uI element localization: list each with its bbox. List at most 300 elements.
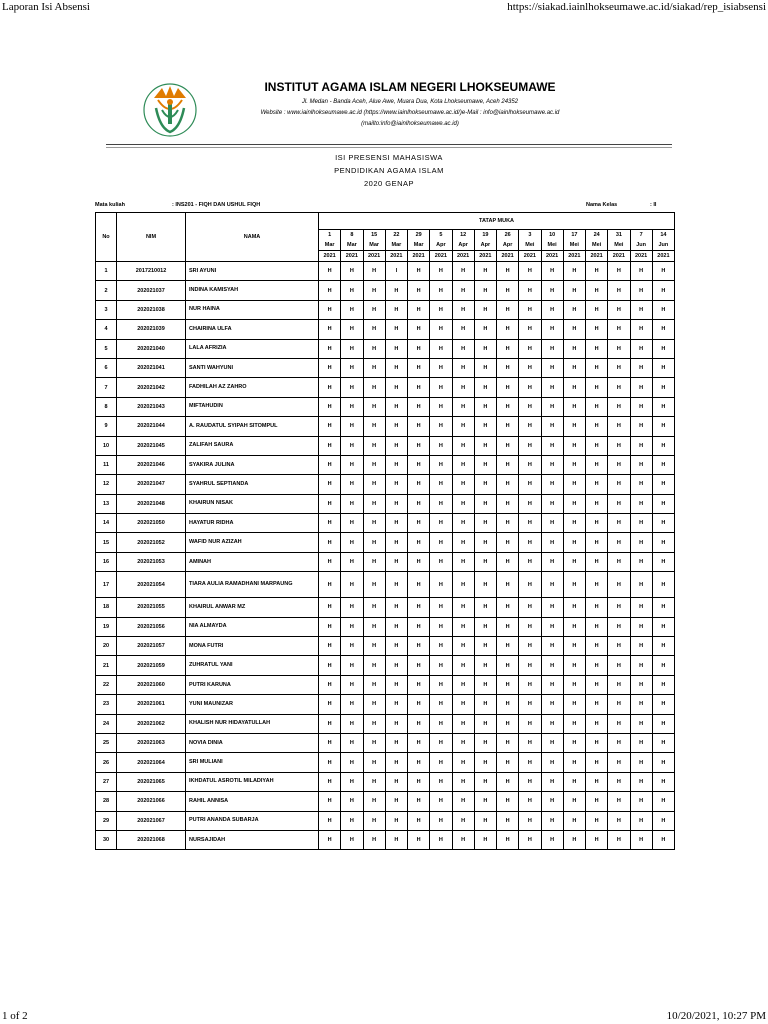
attendance-cell: H — [341, 533, 363, 552]
attendance-cell: H — [474, 830, 496, 849]
row-nim: 202021068 — [117, 830, 186, 849]
attendance-cell: H — [563, 617, 585, 636]
attendance-cell: H — [652, 397, 674, 416]
attendance-cell: H — [430, 714, 452, 733]
attendance-cell: H — [363, 455, 385, 474]
attendance-cell: H — [563, 494, 585, 513]
attendance-cell: H — [452, 514, 474, 533]
attendance-cell: H — [408, 733, 430, 752]
attendance-cell: H — [408, 397, 430, 416]
attendance-cell: H — [652, 339, 674, 358]
attendance-cell: H — [430, 281, 452, 300]
row-nim: 202021050 — [117, 514, 186, 533]
attendance-cell: H — [519, 753, 541, 772]
attendance-cell: H — [408, 533, 430, 552]
attendance-cell: H — [452, 617, 474, 636]
table-row — [96, 772, 675, 791]
attendance-cell: H — [541, 656, 563, 675]
attendance-cell: H — [319, 417, 341, 436]
attendance-cell: H — [497, 417, 519, 436]
attendance-cell: H — [408, 262, 430, 281]
attendance-cell: H — [608, 656, 630, 675]
row-nim: 202021063 — [117, 733, 186, 752]
attendance-cell: H — [519, 552, 541, 571]
attendance-cell: H — [608, 695, 630, 714]
attendance-cell: H — [608, 436, 630, 455]
attendance-cell: H — [474, 358, 496, 377]
attendance-cell: H — [385, 598, 407, 617]
attendance-cell: H — [319, 455, 341, 474]
attendance-cell: H — [363, 533, 385, 552]
table-row — [96, 552, 675, 571]
attendance-cell: H — [430, 656, 452, 675]
attendance-cell: H — [541, 792, 563, 811]
attendance-cell: H — [608, 494, 630, 513]
attendance-cell: H — [452, 455, 474, 474]
attendance-cell: H — [652, 494, 674, 513]
attendance-cell: H — [497, 572, 519, 598]
attendance-cell: H — [452, 417, 474, 436]
table-row — [96, 733, 675, 752]
attendance-cell: H — [341, 358, 363, 377]
attendance-cell: H — [408, 695, 430, 714]
attendance-cell: H — [430, 637, 452, 656]
attendance-cell: H — [608, 637, 630, 656]
attendance-cell: H — [341, 281, 363, 300]
session-year: 2021 — [631, 250, 652, 261]
attendance-cell: H — [474, 753, 496, 772]
attendance-cell: H — [319, 320, 341, 339]
attendance-cell: H — [363, 598, 385, 617]
attendance-cell: H — [408, 675, 430, 694]
row-no: 1 — [96, 262, 117, 281]
attendance-cell: H — [586, 494, 608, 513]
attendance-cell: H — [519, 617, 541, 636]
session-month: Mar — [369, 242, 380, 248]
attendance-cell: H — [586, 811, 608, 830]
row-no: 7 — [96, 378, 117, 397]
attendance-cell: H — [541, 572, 563, 598]
attendance-cell: H — [519, 417, 541, 436]
attendance-cell: H — [586, 572, 608, 598]
attendance-cell: H — [519, 830, 541, 849]
attendance-cell: H — [474, 792, 496, 811]
session-year: 2021 — [497, 250, 518, 261]
row-nama: SRI MULIANI — [186, 753, 319, 772]
attendance-cell: H — [430, 753, 452, 772]
attendance-cell: H — [430, 598, 452, 617]
attendance-cell: H — [541, 598, 563, 617]
row-no: 14 — [96, 514, 117, 533]
attendance-cell: H — [474, 695, 496, 714]
session-day: 19 — [482, 232, 489, 238]
print-datetime: 10/20/2021, 10:27 PM — [666, 1010, 766, 1022]
attendance-cell: H — [563, 514, 585, 533]
attendance-cell: H — [630, 514, 652, 533]
table-row — [96, 262, 675, 281]
row-no: 8 — [96, 397, 117, 416]
attendance-cell: H — [586, 598, 608, 617]
table-row — [96, 637, 675, 656]
attendance-cell: H — [341, 598, 363, 617]
attendance-cell: H — [652, 714, 674, 733]
attendance-cell: H — [519, 772, 541, 791]
row-nim: 202021054 — [117, 572, 186, 598]
attendance-cell: H — [341, 475, 363, 494]
table-row — [96, 830, 675, 849]
attendance-cell: H — [408, 417, 430, 436]
row-nama: NUR HAINA — [186, 300, 319, 319]
attendance-cell: H — [586, 714, 608, 733]
attendance-cell: H — [452, 262, 474, 281]
attendance-cell: H — [541, 714, 563, 733]
attendance-cell: H — [630, 397, 652, 416]
session-date-header — [519, 230, 541, 262]
attendance-cell: H — [608, 675, 630, 694]
attendance-cell: H — [497, 262, 519, 281]
table-row — [96, 455, 675, 474]
attendance-cell: H — [474, 320, 496, 339]
attendance-cell: H — [408, 494, 430, 513]
row-nama: INDINA KAMISYAH — [186, 281, 319, 300]
row-no: 29 — [96, 811, 117, 830]
attendance-cell: H — [319, 772, 341, 791]
attendance-cell: H — [363, 320, 385, 339]
attendance-cell: H — [497, 617, 519, 636]
attendance-cell: H — [586, 475, 608, 494]
attendance-cell: H — [519, 358, 541, 377]
table-row — [96, 598, 675, 617]
attendance-cell: H — [541, 753, 563, 772]
session-year: 2021 — [608, 250, 629, 261]
attendance-cell: H — [586, 417, 608, 436]
row-nim: 202021045 — [117, 436, 186, 455]
row-nama: MONA FUTRI — [186, 637, 319, 656]
session-day: 26 — [504, 232, 511, 238]
row-no: 23 — [96, 695, 117, 714]
attendance-cell: H — [341, 494, 363, 513]
attendance-cell: H — [363, 417, 385, 436]
institution-address: Jl. Medan - Banda Aceh, Alue Awe, Muara Dua, Kota Lhokseumawe, Aceh 24352 — [301, 99, 519, 105]
attendance-cell: H — [608, 792, 630, 811]
attendance-cell: H — [385, 572, 407, 598]
attendance-cell: H — [497, 695, 519, 714]
attendance-cell: H — [452, 552, 474, 571]
attendance-cell: H — [608, 320, 630, 339]
row-nama: MIFTAHUDIN — [186, 397, 319, 416]
header-divider — [106, 144, 672, 145]
attendance-cell: H — [385, 637, 407, 656]
table-row — [96, 358, 675, 377]
session-date-header — [652, 230, 674, 262]
attendance-cell: H — [608, 830, 630, 849]
row-nim: 202021042 — [117, 378, 186, 397]
attendance-cell: H — [341, 792, 363, 811]
row-nama: PUTRI ANANDA SUBARJA — [186, 811, 319, 830]
attendance-cell: H — [630, 617, 652, 636]
attendance-cell: H — [519, 656, 541, 675]
attendance-cell: H — [319, 811, 341, 830]
row-nim: 202021037 — [117, 281, 186, 300]
attendance-cell: H — [586, 772, 608, 791]
attendance-cell: H — [519, 475, 541, 494]
attendance-cell: H — [385, 339, 407, 358]
attendance-cell: H — [385, 753, 407, 772]
attendance-cell: H — [608, 533, 630, 552]
table-row — [96, 300, 675, 319]
attendance-cell: H — [608, 378, 630, 397]
attendance-cell: H — [474, 598, 496, 617]
session-year: 2021 — [430, 250, 451, 261]
attendance-cell: H — [452, 733, 474, 752]
attendance-cell: H — [630, 455, 652, 474]
attendance-cell: H — [586, 514, 608, 533]
attendance-cell: H — [652, 772, 674, 791]
attendance-cell: H — [541, 811, 563, 830]
attendance-cell: H — [474, 378, 496, 397]
attendance-cell: H — [408, 714, 430, 733]
attendance-cell: H — [319, 572, 341, 598]
attendance-cell: H — [630, 320, 652, 339]
attendance-cell: H — [452, 339, 474, 358]
attendance-cell: H — [586, 339, 608, 358]
institution-mailto: (mailto:info@iainlhokseumawe.ac.id) — [361, 121, 459, 127]
attendance-cell: H — [430, 455, 452, 474]
attendance-cell: H — [652, 695, 674, 714]
attendance-cell: H — [652, 552, 674, 571]
attendance-cell: H — [452, 695, 474, 714]
row-nama: A. RAUDATUL SYIPAH SITOMPUL — [186, 417, 319, 436]
attendance-cell: H — [474, 475, 496, 494]
attendance-cell: H — [563, 417, 585, 436]
table-row — [96, 378, 675, 397]
session-day: 10 — [549, 232, 556, 238]
session-date-header — [474, 230, 496, 262]
attendance-cell: H — [341, 417, 363, 436]
attendance-cell: H — [319, 675, 341, 694]
attendance-cell: H — [430, 320, 452, 339]
row-no: 16 — [96, 552, 117, 571]
attendance-cell: H — [452, 300, 474, 319]
row-nama: LALA AFRIZIA — [186, 339, 319, 358]
table-row — [96, 656, 675, 675]
attendance-cell: H — [563, 552, 585, 571]
row-no: 21 — [96, 656, 117, 675]
attendance-cell: H — [586, 320, 608, 339]
attendance-cell: H — [319, 533, 341, 552]
row-no: 17 — [96, 572, 117, 598]
session-day: 8 — [350, 232, 354, 238]
attendance-cell: H — [474, 397, 496, 416]
row-nim: 202021040 — [117, 339, 186, 358]
session-date-header — [497, 230, 519, 262]
attendance-cell: H — [319, 598, 341, 617]
attendance-cell: H — [519, 792, 541, 811]
attendance-cell: H — [497, 320, 519, 339]
attendance-cell: H — [385, 675, 407, 694]
attendance-cell: H — [519, 811, 541, 830]
attendance-cell: H — [563, 533, 585, 552]
attendance-cell: H — [586, 675, 608, 694]
attendance-cell: H — [408, 572, 430, 598]
attendance-cell: H — [497, 811, 519, 830]
class-label: Nama Kelas — [586, 202, 618, 208]
attendance-cell: H — [586, 300, 608, 319]
attendance-cell: H — [497, 772, 519, 791]
row-nama: NURSAJIDAH — [186, 830, 319, 849]
row-nama: HAYATUR RIDHA — [186, 514, 319, 533]
attendance-cell: H — [563, 262, 585, 281]
attendance-cell: H — [430, 572, 452, 598]
attendance-cell: H — [474, 514, 496, 533]
row-nim: 202021057 — [117, 637, 186, 656]
attendance-cell: H — [363, 792, 385, 811]
attendance-cell: H — [319, 300, 341, 319]
attendance-cell: H — [341, 436, 363, 455]
attendance-cell: H — [630, 695, 652, 714]
session-day: 7 — [639, 232, 643, 238]
row-no: 20 — [96, 637, 117, 656]
attendance-cell: H — [385, 772, 407, 791]
row-nim: 202021061 — [117, 695, 186, 714]
attendance-cell: H — [497, 494, 519, 513]
attendance-cell: H — [586, 455, 608, 474]
attendance-cell: H — [430, 533, 452, 552]
row-no: 13 — [96, 494, 117, 513]
attendance-cell: H — [497, 397, 519, 416]
attendance-cell: H — [452, 811, 474, 830]
session-day: 15 — [371, 232, 378, 238]
attendance-cell: H — [519, 675, 541, 694]
col-nim-header: NIM — [117, 213, 186, 262]
session-date-header — [319, 230, 341, 262]
attendance-cell: H — [385, 733, 407, 752]
attendance-cell: H — [385, 475, 407, 494]
attendance-cell: H — [563, 436, 585, 455]
attendance-cell: H — [385, 281, 407, 300]
attendance-cell: H — [630, 714, 652, 733]
attendance-cell: H — [363, 714, 385, 733]
attendance-cell: H — [608, 262, 630, 281]
attendance-cell: H — [474, 714, 496, 733]
row-nama: KHALISH NUR HIDAYATULLAH — [186, 714, 319, 733]
attendance-cell: H — [430, 378, 452, 397]
attendance-cell: H — [563, 378, 585, 397]
row-nim: 202021056 — [117, 617, 186, 636]
attendance-cell: H — [630, 772, 652, 791]
session-year: 2021 — [475, 250, 496, 261]
attendance-cell: H — [474, 572, 496, 598]
attendance-cell: H — [519, 733, 541, 752]
attendance-cell: H — [363, 733, 385, 752]
attendance-cell: H — [474, 656, 496, 675]
table-row — [96, 811, 675, 830]
session-month: Mei — [547, 242, 557, 248]
attendance-cell: H — [630, 339, 652, 358]
row-nama: ZUHRATUL YANI — [186, 656, 319, 675]
session-year: 2021 — [653, 250, 674, 261]
attendance-cell: H — [652, 753, 674, 772]
attendance-cell: H — [563, 733, 585, 752]
row-no: 30 — [96, 830, 117, 849]
attendance-cell: H — [563, 792, 585, 811]
attendance-cell: H — [452, 320, 474, 339]
attendance-cell: H — [341, 572, 363, 598]
attendance-cell: H — [541, 733, 563, 752]
attendance-cell: H — [652, 733, 674, 752]
table-row — [96, 436, 675, 455]
attendance-cell: H — [474, 262, 496, 281]
attendance-cell: H — [519, 714, 541, 733]
session-date-header — [385, 230, 407, 262]
attendance-cell: H — [452, 656, 474, 675]
session-year: 2021 — [586, 250, 607, 261]
attendance-cell: H — [341, 378, 363, 397]
session-year: 2021 — [542, 250, 563, 261]
attendance-cell: H — [474, 772, 496, 791]
attendance-cell: H — [608, 455, 630, 474]
row-nim: 202021055 — [117, 598, 186, 617]
attendance-cell: H — [363, 514, 385, 533]
session-year: 2021 — [364, 250, 385, 261]
attendance-cell: H — [519, 320, 541, 339]
row-nim: 2017210012 — [117, 262, 186, 281]
table-row — [96, 281, 675, 300]
attendance-cell: H — [408, 772, 430, 791]
attendance-cell: H — [563, 339, 585, 358]
attendance-cell: H — [608, 772, 630, 791]
attendance-cell: H — [630, 811, 652, 830]
attendance-cell: H — [341, 714, 363, 733]
attendance-cell: H — [408, 830, 430, 849]
attendance-cell: H — [608, 572, 630, 598]
row-nama: RAHIL ANNISA — [186, 792, 319, 811]
attendance-cell: H — [608, 753, 630, 772]
attendance-cell: H — [385, 417, 407, 436]
attendance-cell: H — [341, 753, 363, 772]
attendance-cell: H — [497, 436, 519, 455]
attendance-cell: H — [363, 397, 385, 416]
session-month: Mar — [324, 242, 335, 248]
attendance-cell: H — [319, 637, 341, 656]
row-no: 10 — [96, 436, 117, 455]
attendance-cell: H — [363, 475, 385, 494]
attendance-cell: H — [563, 656, 585, 675]
attendance-cell: H — [563, 475, 585, 494]
attendance-cell: H — [497, 552, 519, 571]
attendance-cell: H — [541, 339, 563, 358]
attendance-cell: H — [319, 695, 341, 714]
attendance-cell: H — [341, 397, 363, 416]
attendance-cell: H — [652, 262, 674, 281]
row-nim: 202021064 — [117, 753, 186, 772]
attendance-cell: H — [608, 339, 630, 358]
row-nama: KHAIRUN NISAK — [186, 494, 319, 513]
attendance-cell: H — [363, 378, 385, 397]
attendance-cell: H — [452, 753, 474, 772]
attendance-cell: H — [519, 533, 541, 552]
attendance-cell: H — [363, 617, 385, 636]
attendance-cell: H — [563, 753, 585, 772]
page-counter: 1 of 2 — [2, 1010, 28, 1022]
print-url: https://siakad.iainlhokseumawe.ac.id/siakad/rep_isiabsensi — [507, 1, 766, 13]
attendance-cell: H — [430, 675, 452, 694]
session-month: Apr — [436, 242, 446, 248]
attendance-cell: H — [630, 552, 652, 571]
attendance-cell: H — [408, 358, 430, 377]
attendance-cell: H — [363, 772, 385, 791]
table-row — [96, 514, 675, 533]
